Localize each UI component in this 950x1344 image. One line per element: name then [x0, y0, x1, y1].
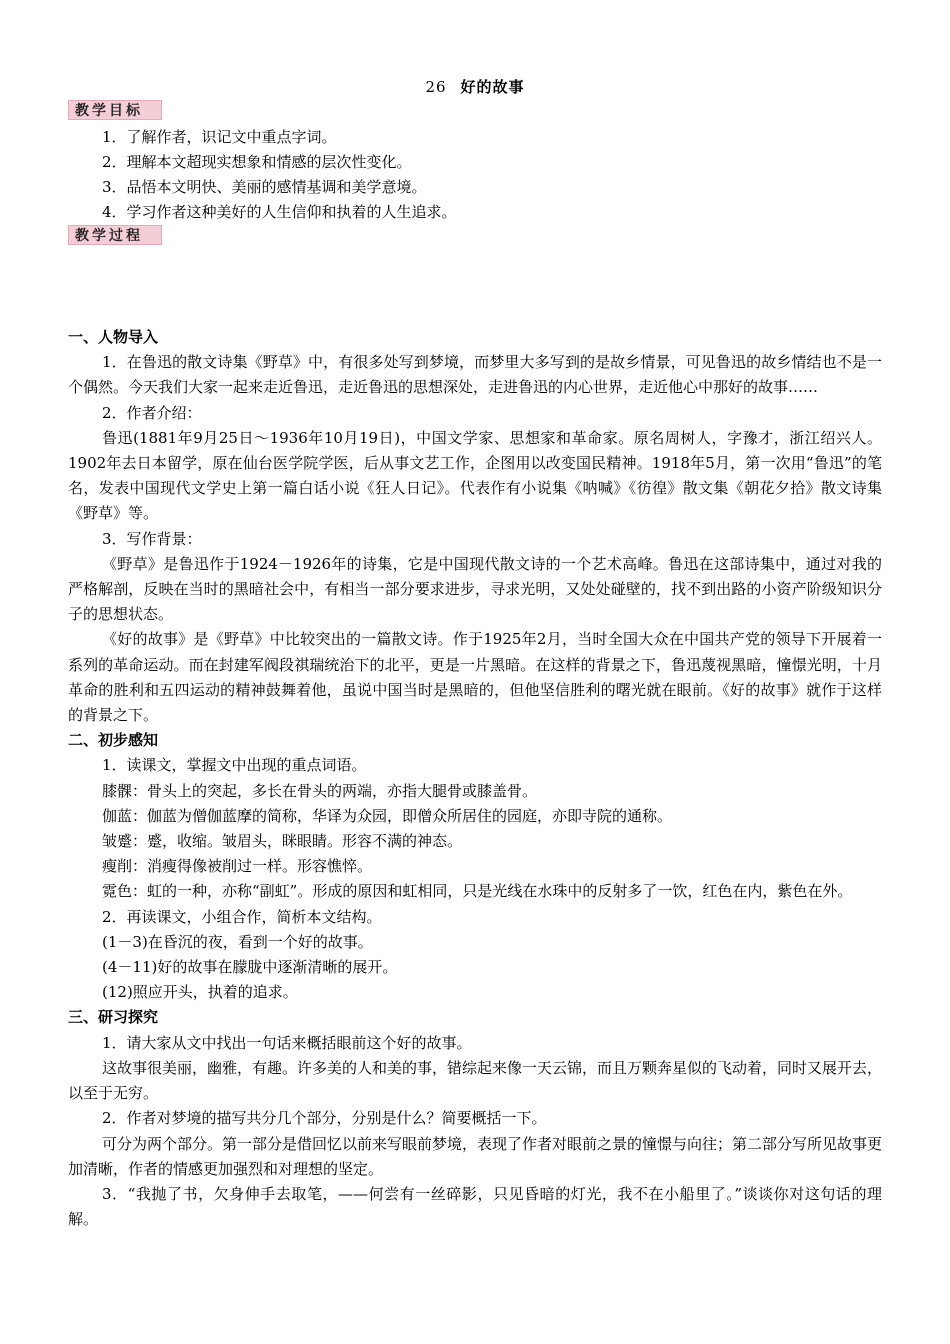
section-heading: 一、人物导入: [68, 328, 159, 346]
goal-list: [68, 125, 882, 225]
teaching-process-badge: 教学过程: [68, 225, 162, 245]
paragraph: 1．读课文，掌握文中出现的重点词语。: [102, 756, 367, 775]
paragraph: 《野草》是鲁迅作于1924－1926年的诗集，它是中国现代散文诗的一个艺术高峰。鲁迅在这部诗集中，通过对我的严格解剖，反映在当时的黑暗社会中，有相当一部分要求进步，寻求光明，又处处碰壁的，找不到出路的小资产阶级知识分子的思想状态。: [68, 554, 882, 624]
structure-item: (4－11)好的故事在朦胧中逐渐清晰的展开。: [102, 958, 398, 977]
lesson-name: 好的故事: [460, 78, 525, 96]
paragraph: 2．作者介绍：: [102, 403, 202, 422]
lesson-title: [68, 76, 882, 97]
structure-item: (12)照应开头，执着的追求。: [102, 983, 298, 1002]
main-content: [68, 325, 882, 1232]
goal-item: 3．品悟本文明快、美丽的感情基调和美学意境。: [102, 178, 427, 196]
teaching-goals-badge: 教学目标: [68, 100, 162, 120]
paragraph: 2．再读课文，小组合作，简析本文结构。: [102, 907, 382, 926]
paragraph: 《好的故事》是《野草》中比较突出的一篇散文诗。作于1925年2月，当时全国大众在中国共产党的领导下开展着一系列的革命运动。而在封建军阀段祺瑞统治下的北平，更是一片黑暗。在这样的背景之下，鲁迅蔑视黑暗，憧憬光明，十月革命的胜利和五四运动的精神鼓舞着他，虽说中国当时是黑暗的，但他坚信胜利的曙光就在眼前。《好的故事》就作于这样的背景之下。: [68, 630, 882, 725]
structure-item: (1－3)在昏沉的夜，看到一个好的故事。: [102, 932, 373, 951]
paragraph: 1．在鲁迅的散文诗集《野草》中，有很多处写到梦境，而梦里大多写到的是故乡情景，可见鲁迅的故乡情结也不是一个偶然。今天我们大家一起来走近鲁迅，走近鲁迅的思想深处，走进鲁迅的内心世界，走近他心中那好的故事……: [68, 353, 882, 397]
vocab-item: 伽蓝：伽蓝为僧伽蓝摩的简称，华译为众园，即僧众所居住的园庭，亦即寺院的通称。: [102, 806, 673, 825]
paragraph: 3．写作背景：: [102, 529, 202, 548]
question: 1．请大家从文中找出一句话来概括眼前这个好的故事。: [102, 1033, 472, 1052]
answer: 这故事很美丽，幽雅，有趣。许多美的人和美的事，错综起来像一天云锦，而且万颗奔星似的飞动着，同时又展开去，以至于无穷。: [68, 1058, 883, 1103]
vocab-item: 霓色：虹的一种，亦称“副虹”。形成的原因和虹相同，只是光线在水珠中的反射多了一饮，红色在内，紫色在外。: [102, 882, 853, 901]
goal-item: 4．学习作者这种美好的人生信仰和执着的人生追求。: [102, 203, 457, 221]
lesson-number: 26: [425, 78, 447, 96]
vocab-item: 皱蹙：蹙，收缩。皱眉头，眯眼睛。形容不满的神态。: [102, 832, 463, 851]
vocab-item: 瘦削：消瘦得像被削过一样。形容憔悴。: [102, 857, 373, 876]
question: 3．“我抛了书，欠身伸手去取笔，——何尝有一丝碎影，只见昏暗的灯光，我不在小船里了。”谈谈你对这句话的理解。: [68, 1184, 882, 1229]
goal-item: 1．了解作者，识记文中重点字词。: [102, 128, 337, 146]
section-heading: 三、研习探究: [68, 1008, 159, 1027]
vocab-item: 膝髁：骨头上的突起，多长在骨头的两端，亦指大腿骨或膝盖骨。: [102, 781, 538, 800]
paragraph: 鲁迅(1881年9月25日～1936年10月19日)，中国文学家、思想家和革命家。原名周树人，字豫才，浙江绍兴人。1902年去日本留学，原在仙台医学院学医，后从事文艺工作，企图用以改变国民精神。1918年5月，第一次用“鲁迅”的笔名，发表中国现代文学史上第一篇白话小说《狂人日记》。代表作有小说集《呐喊》《彷徨》散文集《朝花夕拾》散文诗集《野草》等。: [68, 428, 882, 523]
question: 2．作者对梦境的描写共分几个部分，分别是什么？简要概括一下。: [102, 1109, 547, 1128]
goal-item: 2．理解本文超现实想象和情感的层次性变化。: [102, 153, 412, 171]
section-heading: 二、初步感知: [68, 731, 159, 750]
answer: 可分为两个部分。第一部分是借回忆以前来写眼前梦境，表现了作者对眼前之景的憧憬与向往；第二部分写所见故事更加清晰，作者的情感更加强烈和对理想的坚定。: [68, 1134, 883, 1178]
